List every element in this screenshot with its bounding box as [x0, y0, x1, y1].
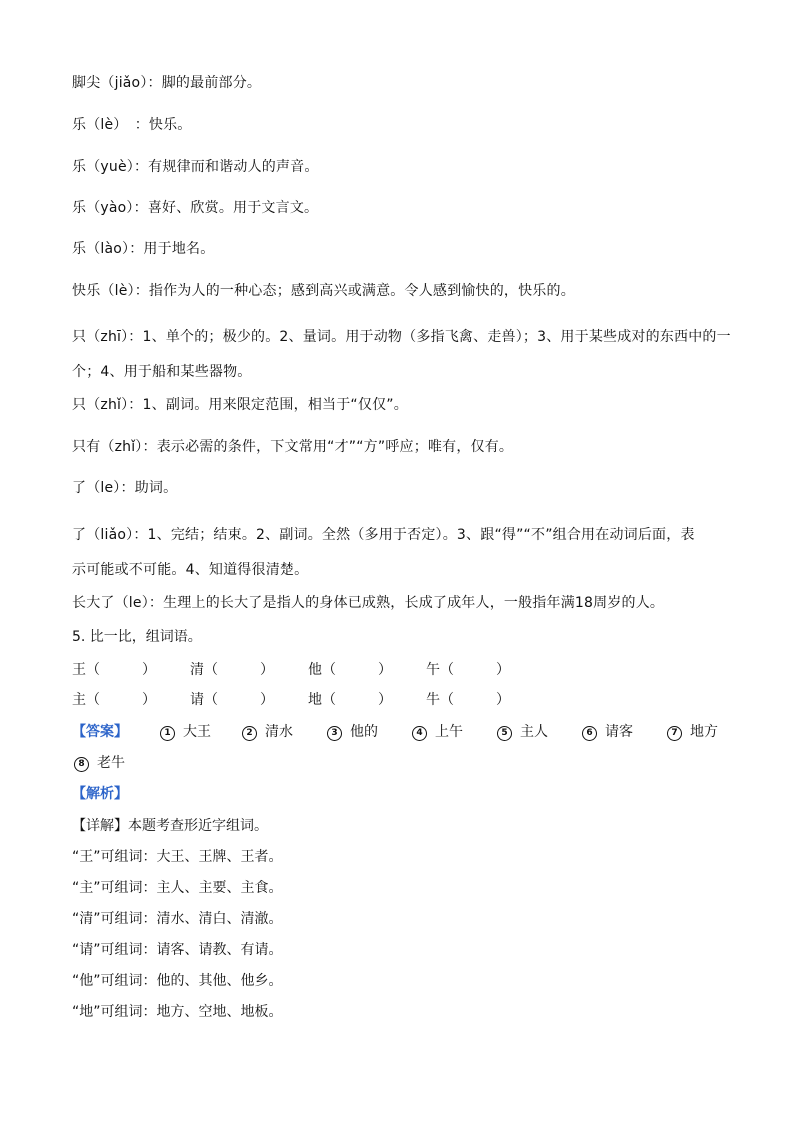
question-cell: 清（ ） [190, 662, 274, 678]
circled-number-icon: 4 [412, 726, 427, 741]
question-title: 5. 比一比，组词语。 [72, 629, 202, 645]
question-cell: 请（ ） [190, 692, 274, 708]
analysis-label: 【解析】 [72, 786, 128, 802]
question-cell: 主（ ） [72, 692, 156, 708]
definition-yao: 乐（yào）：喜好、欣赏。用于文言文。 [72, 200, 319, 216]
circled-number-icon: 1 [160, 726, 175, 741]
answer-row-cont [72, 752, 732, 774]
circled-number-icon: 6 [582, 726, 597, 741]
question-row-2 [72, 690, 732, 710]
definition-lao: 乐（lào）：用于地名。 [72, 241, 215, 257]
circled-number-icon: 5 [497, 726, 512, 741]
definition-jiao: 脚尖（jiǎo）：脚的最前部分。 [72, 75, 262, 91]
definition-zhangdale: 长大了（le）：生理上的长大了是指人的身体已成熟，长成了成年人，一般指年满18周岁的人。 [72, 595, 665, 611]
answer-label: 【答案】 [72, 724, 128, 740]
analysis-detail: 【详解】本题考查形近字组词。 [72, 818, 268, 834]
analysis-line: “主”可组词：主人、主要、主食。 [72, 880, 283, 896]
definition-le: 乐（lè） ：快乐。 [72, 117, 192, 133]
question-cell: 王（ ） [72, 662, 156, 678]
circled-number-icon: 8 [74, 757, 89, 772]
question-cell: 地（ ） [308, 692, 392, 708]
answer-row [72, 721, 732, 743]
answer-item: 2 清水 [242, 721, 293, 743]
question-cell: 牛（ ） [426, 692, 510, 708]
question-row-1 [72, 660, 732, 680]
answer-item: 3 他的 [327, 721, 378, 743]
answer-item: 4 上午 [412, 721, 463, 743]
definition-zhi-adverb: 只（zhǐ）：1、副词。用来限定范围，相当于“仅仅”。 [72, 397, 408, 413]
definition-yue: 乐（yuè）：有规律而和谐动人的声音。 [72, 159, 319, 175]
answer-item: 1 大王 [160, 721, 211, 743]
circled-number-icon: 3 [327, 726, 342, 741]
answer-item: 7 地方 [667, 721, 718, 743]
answer-item: 8 老牛 [74, 752, 125, 774]
definition-le-particle: 了（le）：助词。 [72, 480, 178, 496]
circled-number-icon: 2 [242, 726, 257, 741]
definition-zhiyou: 只有（zhǐ）：表示必需的条件，下文常用“才”“方”呼应；唯有，仅有。 [72, 439, 514, 455]
answer-item: 5 主人 [497, 721, 548, 743]
question-cell: 他（ ） [308, 662, 392, 678]
analysis-line: “他”可组词：他的、其他、他乡。 [72, 973, 283, 989]
circled-number-icon: 7 [667, 726, 682, 741]
definition-kuaile: 快乐（lè）：指作为人的一种心态；感到高兴或满意。令人感到愉快的，快乐的。 [72, 283, 575, 299]
definition-zhi-measure: 只（zhī）：1、单个的；极少的。2、量词。用于动物（多指飞禽、走兽）；3、用于某些成对的东西中的一 个；4、用于船和某些器物。 [72, 329, 731, 380]
analysis-line: “王”可组词：大王、王牌、王者。 [72, 849, 283, 865]
analysis-line: “清”可组词：清水、清白、清澈。 [72, 911, 283, 927]
definition-liao: 了（liǎo）：1、完结；结束。2、副词。全然（多用于否定）。3、跟“得”“不”组合用在动词后面，表 示可能或不可能。4、知道得很清楚。 [72, 527, 695, 578]
analysis-line: “地”可组词：地方、空地、地板。 [72, 1004, 283, 1020]
question-cell: 午（ ） [426, 662, 510, 678]
answer-item: 6 请客 [582, 721, 633, 743]
analysis-line: “请”可组词：请客、请教、有请。 [72, 942, 283, 958]
